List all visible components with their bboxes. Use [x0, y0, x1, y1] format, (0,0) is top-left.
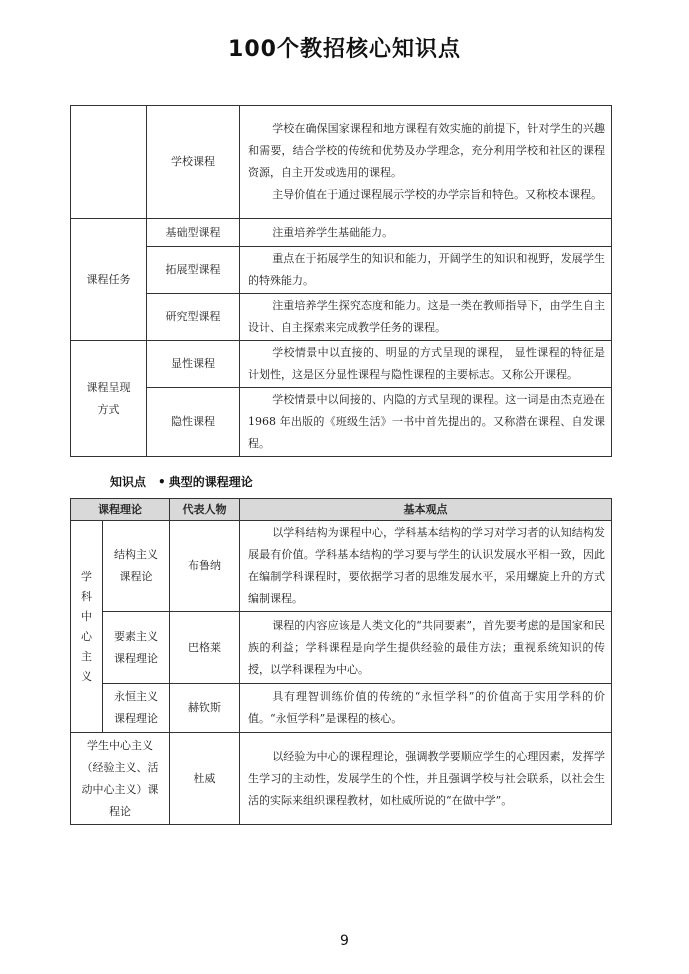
group-char: 中	[81, 609, 92, 623]
curriculum-types-table	[70, 105, 612, 457]
group-char: 科	[81, 589, 92, 603]
section-heading	[110, 473, 253, 490]
task-row-desc	[240, 247, 612, 294]
group-char: 学	[81, 569, 92, 583]
task-row-label: 基础型课程	[147, 219, 240, 247]
table-header-row	[71, 499, 612, 521]
table-row	[71, 341, 612, 388]
section-label: 知识点	[110, 475, 147, 489]
presentation-row-desc	[240, 388, 612, 457]
theory-name-line2: 课程理论	[114, 651, 158, 665]
section-title: 典型的课程理论	[168, 475, 253, 489]
header-theory: 课程理论	[71, 499, 170, 521]
presentation-group-line2: 方式	[97, 402, 120, 416]
task-row-desc-text: 注重培养学生基础能力。	[272, 225, 394, 239]
presentation-row-label: 隐性课程	[147, 388, 240, 457]
table-row	[71, 521, 612, 612]
theory-name-line1: 结构主义	[114, 548, 158, 561]
presentation-group	[71, 341, 147, 457]
bullet-icon: •	[158, 475, 166, 489]
theory-view	[240, 733, 612, 825]
theory-view-text: 具有理智训练价值的传统的“永恒学科”的价值高于实用学科的价值。“永恒学科”是课程的核心。	[248, 690, 605, 725]
task-row-desc	[240, 219, 612, 247]
table-row	[71, 733, 612, 825]
table-row	[71, 684, 612, 733]
theory-name-line1: 学生中心主义	[87, 738, 153, 752]
curriculum-theory-table	[70, 498, 612, 825]
theory-view-text: 课程的内容应该是人类文化的“共同要素”，首先要考虑的是国家和民族的利益；学科课程是向学生提供经验的最佳方法；重视系统知识的传授，以学科课程为中心。	[248, 618, 605, 676]
group-char: 主	[81, 649, 92, 663]
presentation-row-desc-text: 学校情景中以间接的、内隐的方式呈现的课程。这一词是由杰克逊在 1968 年出版的《班级生活》一书中首先提出的。又称潜在课程、自发课程。	[248, 393, 605, 450]
theory-view-text: 以学科结构为课程中心，学科基本结构的学习对学习者的认知结构发展最有价值。学科基本结构的学习要与学生的认识发展水平相一致，因此在编制学科课程时，要依据学习者的思维发展水平，采用螺旋上升的方式编制课程。	[248, 526, 605, 605]
header-view: 基本观点	[240, 499, 612, 521]
theory-name-line4: 程论	[109, 804, 131, 818]
task-row-desc-text: 重点在于拓展学生的知识和能力，开阔学生的知识和视野，发展学生的特殊能力。	[248, 252, 605, 287]
school-course-desc-p2: 主导价值在于通过课程展示学校的办学宗旨和特色。又称校本课程。	[272, 188, 603, 201]
theory-name	[103, 612, 170, 684]
table-row	[71, 294, 612, 341]
theory-name-line3: 动中心主义）课	[81, 782, 159, 796]
table-row	[71, 612, 612, 684]
presentation-group-line1: 课程呈现	[86, 380, 131, 394]
theory-name-line1: 永恒主义	[114, 690, 158, 703]
course-task-group: 课程任务	[71, 219, 147, 341]
task-row-desc	[240, 294, 612, 341]
empty-group-cell	[71, 106, 147, 219]
theory-view	[240, 684, 612, 733]
theory-view-text: 以经验为中心的课程理论，强调教学要顺应学生的心理因素，发挥学生学习的主动性，发展学生的个性，并且强调学校与社会联系，以社会生活的实际来组织课程教材，如杜威所说的“在做中学”。	[248, 749, 605, 807]
table-row	[71, 106, 612, 219]
task-row-label: 拓展型课程	[147, 247, 240, 294]
page-title: 100个教招核心知识点	[228, 37, 461, 62]
theory-view	[240, 612, 612, 684]
page-number: 9	[340, 933, 349, 949]
task-row-desc-text: 注重培养学生探究态度和能力。这是一类在教师指导下，由学生自主设计、自主探索来完成教学任务的课程。	[248, 299, 605, 334]
theory-name-line2: 课程论	[119, 570, 153, 583]
theory-name	[103, 684, 170, 733]
school-course-desc-p1: 学校在确保国家课程和地方课程有效实施的前提下，针对学生的兴趣和需要，结合学校的传统和优势及办学理念，充分利用学校和社区的课程资源，自主开发或选用的课程。	[248, 122, 605, 179]
school-course-label: 学校课程	[147, 106, 240, 219]
header-person: 代表人物	[170, 499, 240, 521]
theory-name-line1: 要素主义	[114, 629, 158, 643]
theory-person: 赫钦斯	[170, 684, 240, 733]
table-row	[71, 388, 612, 457]
group-char: 心	[81, 629, 92, 643]
table-row	[71, 219, 612, 247]
presentation-row-desc-text: 学校情景中以直接的、明显的方式呈现的课程， 显性课程的特征是计划性，这是区分显性课程与隐性课程的主要标志。又称公开课程。	[248, 346, 605, 381]
subject-centered-group	[71, 521, 103, 733]
task-row-label: 研究型课程	[147, 294, 240, 341]
theory-person: 杜威	[170, 733, 240, 825]
theory-person: 巴格莱	[170, 612, 240, 684]
presentation-row-label: 显性课程	[147, 341, 240, 388]
theory-person: 布鲁纳	[170, 521, 240, 612]
theory-name	[103, 521, 170, 612]
group-char: 义	[81, 669, 92, 683]
theory-name	[71, 733, 170, 825]
table-row	[71, 247, 612, 294]
theory-name-line2: 课程理论	[114, 712, 158, 725]
theory-name-line2: （经验主义、活	[81, 760, 159, 774]
school-course-desc	[240, 106, 612, 219]
presentation-row-desc	[240, 341, 612, 388]
theory-view	[240, 521, 612, 612]
